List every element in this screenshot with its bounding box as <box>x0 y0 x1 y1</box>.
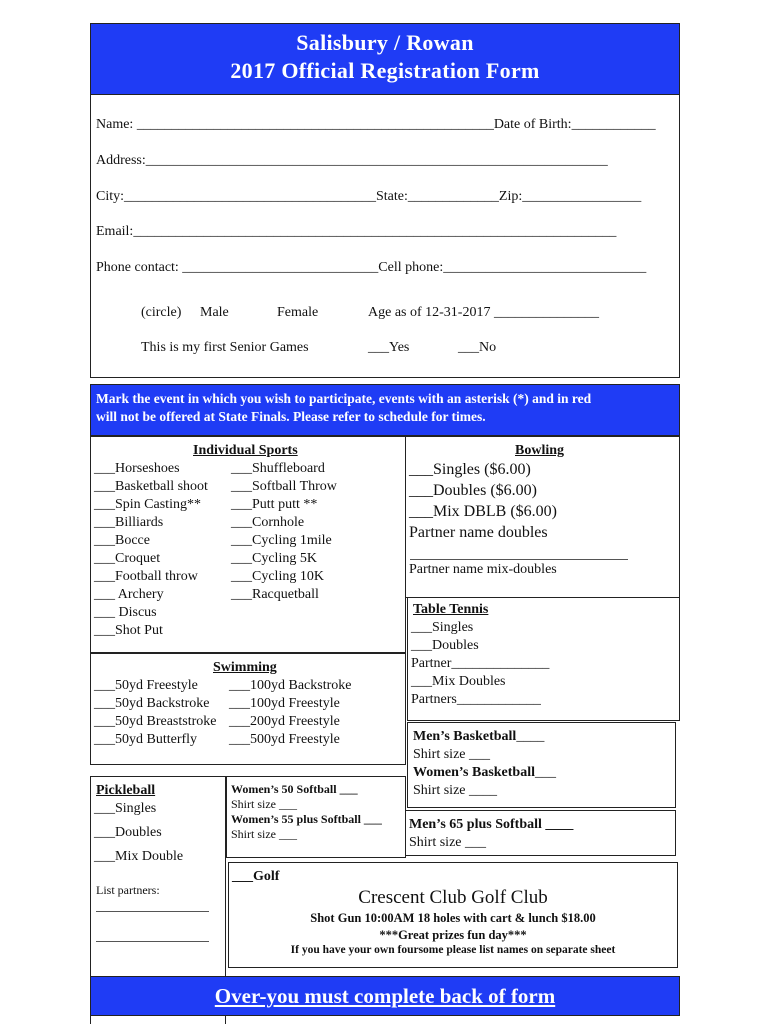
golf-details: Shot Gun 10:00AM 18 holes with cart & lunch $18.00 <box>310 911 596 925</box>
mens-basketball-label: Men’s Basketball <box>413 729 517 744</box>
individual-sports-section <box>90 436 406 653</box>
address-field[interactable]: Address:__________________________________________________________________ <box>96 153 608 168</box>
individual-sports-title: Individual Sports <box>193 443 298 458</box>
table-tennis-title: Table Tennis <box>413 602 489 617</box>
header-banner <box>90 23 680 95</box>
first-games-no[interactable]: ___No <box>458 340 497 355</box>
golf-club-name: Crescent Club Golf Club <box>358 887 548 908</box>
bowling-partner-doubles-line[interactable] <box>410 559 628 560</box>
golf-foursome-note: If you have your own foursome please list names on separate sheet <box>290 944 616 956</box>
event-checkbox[interactable]: ___ Discus <box>94 605 157 620</box>
first-games-yes[interactable]: ___Yes <box>368 340 410 355</box>
swim-event[interactable]: ___50yd Freestyle <box>94 678 198 693</box>
mens-65-softball-option[interactable]: Men’s 65 plus Softball ____ <box>409 817 574 832</box>
swim-event[interactable]: ___500yd Freestyle <box>229 732 340 747</box>
name-field[interactable]: Name: ___________________________________________________Date of Birth:____________ <box>96 117 656 132</box>
gender-circle-label: (circle) <box>141 305 182 320</box>
swim-event[interactable]: ___200yd Freestyle <box>229 714 340 729</box>
footer-text: Over-you must complete back of form <box>214 984 556 1008</box>
event-checkbox[interactable]: ___Cycling 1mile <box>231 533 332 548</box>
table-tennis-partners-field[interactable]: Partners____________ <box>411 692 541 707</box>
bowling-option[interactable]: ___Singles ($6.00) <box>409 461 531 478</box>
bowling-partner-doubles-label: Partner name doubles <box>409 524 548 541</box>
swimming-section <box>90 653 406 765</box>
swim-event[interactable]: ___50yd Butterfly <box>94 732 198 747</box>
womens-basketball-blank[interactable]: ___ <box>535 765 556 780</box>
event-checkbox[interactable]: ___Spin Casting** <box>94 497 201 512</box>
footer-banner <box>90 976 680 1016</box>
event-checkbox[interactable]: ___Football throw <box>94 569 198 584</box>
pickleball-title: Pickleball <box>96 783 156 798</box>
event-checkbox[interactable]: ___Cycling 10K <box>231 569 324 584</box>
event-checkbox[interactable]: ___Cornhole <box>231 515 305 530</box>
event-checkbox[interactable]: ___Shot Put <box>94 623 163 638</box>
age-field[interactable]: Age as of 12-31-2017 _______________ <box>368 305 599 320</box>
notice-line1: Mark the event in which you wish to participate, events with an asterisk (*) and in red <box>96 391 592 406</box>
pickleball-option[interactable]: ___Singles <box>94 801 157 816</box>
phone-field[interactable]: Phone contact: ____________________________Cell phone:_____________________________ <box>96 260 647 275</box>
womens-50-softball-option[interactable]: Women’s 50 Softball ___ <box>231 782 358 796</box>
event-checkbox[interactable]: ___Shuffleboard <box>231 461 325 476</box>
womens-softball-section <box>226 776 406 858</box>
pickleball-partners-label: List partners: <box>96 883 160 897</box>
header-title-line2: 2017 Official Registration Form <box>230 58 540 83</box>
mens-basketball-blank[interactable]: ____ <box>516 729 545 744</box>
mens-65-softball-section <box>405 810 676 856</box>
golf-option[interactable]: ___Golf <box>232 869 280 884</box>
gender-female[interactable]: Female <box>277 305 319 320</box>
table-tennis-section <box>407 597 680 721</box>
womens-55-softball-option[interactable]: Women’s 55 plus Softball ___ <box>231 812 382 826</box>
womens-50-shirt-size[interactable]: Shirt size ___ <box>231 797 297 811</box>
event-checkbox[interactable]: ___Bocce <box>94 533 150 548</box>
pickleball-partner-line[interactable] <box>96 941 209 942</box>
table-tennis-partner-field[interactable]: Partner______________ <box>411 656 550 671</box>
header-title-line1: Salisbury / Rowan <box>296 30 474 55</box>
bowling-section <box>405 436 680 598</box>
event-checkbox[interactable]: ___Racquetball <box>231 587 319 602</box>
basketball-section <box>407 722 676 808</box>
bowling-partner-mix-label: Partner name mix-doubles <box>409 562 557 577</box>
swim-event[interactable]: ___100yd Freestyle <box>229 696 340 711</box>
bowling-option[interactable]: ___Doubles ($6.00) <box>409 482 537 499</box>
event-checkbox[interactable]: ___Softball Throw <box>231 479 337 494</box>
swim-event[interactable]: ___100yd Backstroke <box>229 678 352 693</box>
city-state-zip-field[interactable]: City:____________________________________State:_____________Zip:_________________ <box>96 189 642 204</box>
swim-event[interactable]: ___50yd Breaststroke <box>94 714 217 729</box>
table-tennis-option[interactable]: ___Doubles <box>411 638 479 653</box>
event-checkbox[interactable]: ___ Archery <box>94 587 164 602</box>
event-checkbox[interactable]: ___Horseshoes <box>94 461 180 476</box>
womens-basketball-option[interactable] <box>413 765 556 781</box>
table-tennis-option[interactable]: ___Singles <box>411 620 474 635</box>
bowling-title: Bowling <box>515 443 565 458</box>
golf-prizes: ***Great prizes fun day*** <box>379 928 527 942</box>
pickleball-option[interactable]: ___Mix Double <box>94 849 184 864</box>
first-games-label: This is my first Senior Games <box>141 340 309 355</box>
mens-basketball-shirt-size[interactable]: Shirt size ___ <box>413 747 490 762</box>
event-checkbox[interactable]: ___Basketball shoot <box>94 479 208 494</box>
notice-line2: will not be offered at State Finals. Please refer to schedule for times. <box>96 409 486 424</box>
swim-event[interactable]: ___50yd Backstroke <box>94 696 210 711</box>
pickleball-partner-line[interactable] <box>96 911 209 912</box>
womens-55-shirt-size[interactable]: Shirt size ___ <box>231 827 297 841</box>
bowling-option[interactable]: ___Mix DBLB ($6.00) <box>409 503 557 520</box>
personal-info-section <box>90 94 680 378</box>
gender-male[interactable]: Male <box>200 305 229 320</box>
womens-basketball-label: Women’s Basketball <box>413 765 535 780</box>
swimming-title: Swimming <box>213 660 277 675</box>
table-tennis-option[interactable]: ___Mix Doubles <box>411 674 506 689</box>
mens-65-shirt-size[interactable]: Shirt size ___ <box>409 835 486 850</box>
womens-basketball-shirt-size[interactable]: Shirt size ____ <box>413 783 497 798</box>
mens-basketball-option[interactable] <box>413 729 544 745</box>
event-notice-banner <box>90 384 680 436</box>
email-field[interactable]: Email:_____________________________________________________________________ <box>96 224 617 239</box>
golf-section <box>228 862 678 968</box>
event-checkbox[interactable]: ___Billiards <box>94 515 164 530</box>
event-checkbox[interactable]: ___Cycling 5K <box>231 551 317 566</box>
pickleball-option[interactable]: ___Doubles <box>94 825 162 840</box>
event-checkbox[interactable]: ___Croquet <box>94 551 161 566</box>
event-checkbox[interactable]: ___Putt putt ** <box>231 497 318 512</box>
